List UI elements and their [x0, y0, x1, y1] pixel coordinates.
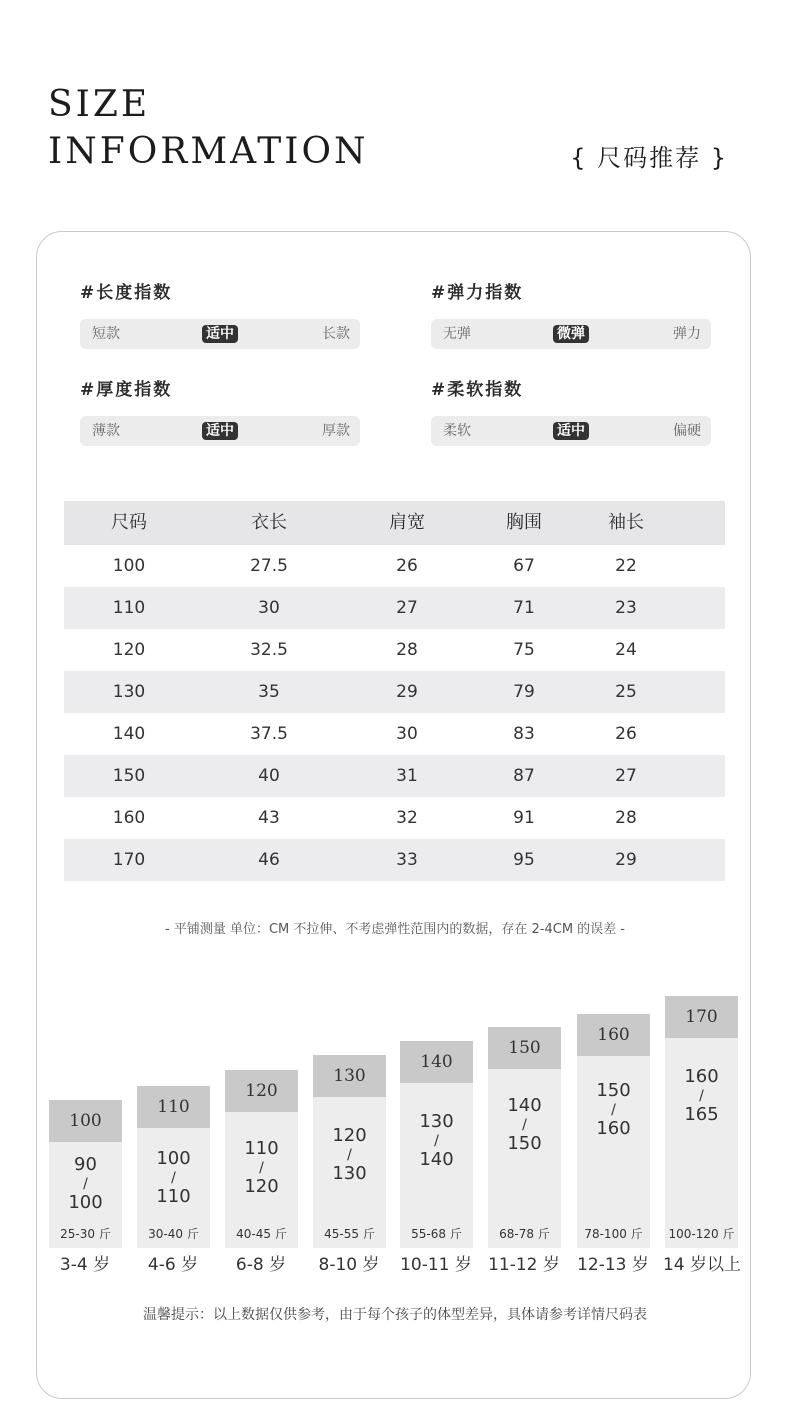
- column-body: [137, 1128, 210, 1248]
- index-selected-label: 适中: [202, 422, 238, 440]
- range-top: 130: [419, 1111, 454, 1132]
- thickness-index: [80, 378, 360, 446]
- table-cell: 37.5: [250, 724, 288, 744]
- header-cell: 肩宽: [389, 512, 425, 533]
- weight-range: 45-55 斤: [324, 1227, 375, 1241]
- index-title: #弹力指数: [431, 283, 524, 303]
- table-cell: 79: [513, 682, 535, 702]
- table-cell: 29: [615, 850, 637, 870]
- height-column: [225, 1070, 298, 1248]
- age-label: 6-8 岁: [235, 1255, 287, 1275]
- column-size: 140: [400, 1041, 473, 1083]
- table-cell: 100: [112, 556, 146, 576]
- range-top: 160: [684, 1066, 719, 1087]
- header-cell: 胸围: [506, 512, 542, 533]
- table-row: [64, 629, 725, 671]
- column-body: [313, 1097, 386, 1248]
- column-size: 150: [488, 1027, 561, 1069]
- column-size: 110: [137, 1086, 210, 1128]
- height-column: [137, 1086, 210, 1248]
- table-cell: 31: [396, 766, 418, 786]
- range-slash: /: [259, 1160, 264, 1176]
- range-bottom: 165: [684, 1104, 719, 1125]
- table-cell: 95: [513, 850, 535, 870]
- table-cell: 75: [513, 640, 535, 660]
- index-left-label: 无弹: [443, 326, 471, 342]
- range-bottom: 150: [507, 1133, 542, 1154]
- table-cell: 24: [615, 640, 637, 660]
- column-body: [665, 1038, 738, 1248]
- range-top: 150: [596, 1080, 631, 1101]
- index-title: #长度指数: [80, 283, 173, 303]
- index-bar: [80, 416, 360, 446]
- index-left-label: 柔软: [443, 423, 471, 439]
- range-top: 110: [244, 1138, 279, 1159]
- index-selected-label: 适中: [553, 422, 589, 440]
- age-label: 11-12 岁: [488, 1255, 560, 1275]
- height-column: [577, 1014, 650, 1248]
- table-cell: 23: [615, 598, 637, 618]
- length-index: [80, 281, 360, 349]
- table-cell: 91: [513, 808, 535, 828]
- index-bar: [431, 416, 711, 446]
- age-label: 10-11 岁: [400, 1255, 472, 1275]
- height-column: [488, 1027, 561, 1248]
- height-range: [313, 1125, 386, 1185]
- header-cell: 尺码: [111, 512, 147, 533]
- index-right-label: 弹力: [673, 326, 701, 342]
- index-left-label: 短款: [92, 326, 120, 342]
- index-title: #厚度指数: [80, 380, 173, 400]
- range-top: 100: [156, 1148, 191, 1169]
- height-range: [49, 1154, 122, 1214]
- range-bottom: 130: [332, 1163, 367, 1184]
- title-size: SIZE: [48, 84, 151, 125]
- column-size: 170: [665, 996, 738, 1038]
- column-body: [577, 1056, 650, 1248]
- elasticity-index: [431, 281, 711, 349]
- index-selected-label: 微弹: [553, 325, 589, 343]
- range-slash: /: [611, 1102, 616, 1118]
- range-top: 90: [74, 1154, 97, 1175]
- weight-range: 40-45 斤: [236, 1227, 287, 1241]
- column-body: [49, 1142, 122, 1248]
- column-body: [225, 1112, 298, 1248]
- column-size: 130: [313, 1055, 386, 1097]
- index-right-label: 偏硬: [673, 423, 701, 439]
- table-cell: 27: [396, 598, 418, 618]
- height-range: [225, 1138, 298, 1198]
- weight-range: 100-120 斤: [668, 1227, 735, 1241]
- table-row: [64, 587, 725, 629]
- table-cell: 43: [258, 808, 280, 828]
- table-cell: 28: [396, 640, 418, 660]
- table-cell: 33: [396, 850, 418, 870]
- height-column: [313, 1055, 386, 1248]
- column-size: 160: [577, 1014, 650, 1056]
- table-cell: 170: [112, 850, 146, 870]
- age-label: 12-13 岁: [577, 1255, 649, 1275]
- index-bar: [431, 319, 711, 349]
- table-cell: 22: [615, 556, 637, 576]
- height-range: [137, 1148, 210, 1208]
- age-label: 8-10 岁: [318, 1255, 380, 1275]
- table-cell: 26: [396, 556, 418, 576]
- header-cell: 衣长: [251, 512, 287, 533]
- table-cell: 35: [258, 682, 280, 702]
- table-cell: 25: [615, 682, 637, 702]
- range-top: 140: [507, 1095, 542, 1116]
- index-right-label: 厚款: [322, 423, 350, 439]
- age-label: 3-4 岁: [59, 1255, 111, 1275]
- height-range: [488, 1095, 561, 1155]
- range-slash: /: [434, 1133, 439, 1149]
- index-bar: [80, 319, 360, 349]
- table-cell: 67: [513, 556, 535, 576]
- table-row: [64, 797, 725, 839]
- column-size: 100: [49, 1100, 122, 1142]
- table-cell: 110: [112, 598, 146, 618]
- range-bottom: 140: [419, 1149, 454, 1170]
- height-range: [665, 1066, 738, 1126]
- table-cell: 46: [258, 850, 280, 870]
- softness-index: [431, 378, 711, 446]
- table-cell: 160: [112, 808, 146, 828]
- range-slash: /: [347, 1147, 352, 1163]
- column-size: 120: [225, 1070, 298, 1112]
- column-body: [400, 1083, 473, 1248]
- index-left-label: 薄款: [92, 423, 120, 439]
- range-bottom: 110: [156, 1186, 191, 1207]
- height-column: [665, 996, 738, 1248]
- range-slash: /: [699, 1088, 704, 1104]
- range-bottom: 160: [596, 1118, 631, 1139]
- age-label: 14 岁以上: [662, 1255, 742, 1275]
- weight-range: 55-68 斤: [411, 1227, 462, 1241]
- subtitle-size-recommendation: { 尺码推荐 }: [570, 144, 728, 172]
- weight-range: 68-78 斤: [499, 1227, 550, 1241]
- table-cell: 32.5: [250, 640, 288, 660]
- table-cell: 140: [112, 724, 146, 744]
- table-cell: 71: [513, 598, 535, 618]
- index-title: #柔软指数: [431, 380, 524, 400]
- range-bottom: 100: [68, 1192, 103, 1213]
- table-cell: 30: [396, 724, 418, 744]
- index-right-label: 长款: [322, 326, 350, 342]
- range-slash: /: [171, 1170, 176, 1186]
- table-cell: 29: [396, 682, 418, 702]
- table-row: [64, 671, 725, 713]
- age-label: 4-6 岁: [147, 1255, 199, 1275]
- measurement-note: - 平铺测量 单位：CM 不拉伸、不考虑弹性范围内的数据，存在 2-4CM 的误差 -: [165, 922, 625, 937]
- height-range: [400, 1111, 473, 1171]
- table-cell: 32: [396, 808, 418, 828]
- range-slash: /: [522, 1117, 527, 1133]
- table-row: [64, 839, 725, 881]
- range-bottom: 120: [244, 1176, 279, 1197]
- table-header-row: [64, 501, 725, 545]
- table-cell: 28: [615, 808, 637, 828]
- table-cell: 87: [513, 766, 535, 786]
- table-cell: 83: [513, 724, 535, 744]
- table-cell: 27.5: [250, 556, 288, 576]
- table-row: [64, 713, 725, 755]
- table-cell: 26: [615, 724, 637, 744]
- weight-range: 78-100 斤: [584, 1227, 643, 1241]
- range-slash: /: [83, 1176, 88, 1192]
- height-range: [577, 1080, 650, 1140]
- table-row: [64, 755, 725, 797]
- table-cell: 130: [112, 682, 146, 702]
- height-column: [400, 1041, 473, 1248]
- table-cell: 30: [258, 598, 280, 618]
- weight-range: 25-30 斤: [60, 1227, 111, 1241]
- table-cell: 27: [615, 766, 637, 786]
- table-row: [64, 545, 725, 587]
- index-selected-label: 适中: [202, 325, 238, 343]
- column-body: [488, 1069, 561, 1248]
- header-cell: 袖长: [608, 512, 644, 533]
- range-top: 120: [332, 1125, 367, 1146]
- table-cell: 150: [112, 766, 146, 786]
- table-cell: 40: [258, 766, 280, 786]
- weight-range: 30-40 斤: [148, 1227, 199, 1241]
- tip-note: 温馨提示：以上数据仅供参考，由于每个孩子的体型差异，具体请参考详情尺码表: [143, 1307, 647, 1323]
- title-information: INFORMATION: [48, 131, 369, 172]
- size-table: [64, 501, 725, 881]
- table-cell: 120: [112, 640, 146, 660]
- height-column: [49, 1100, 122, 1248]
